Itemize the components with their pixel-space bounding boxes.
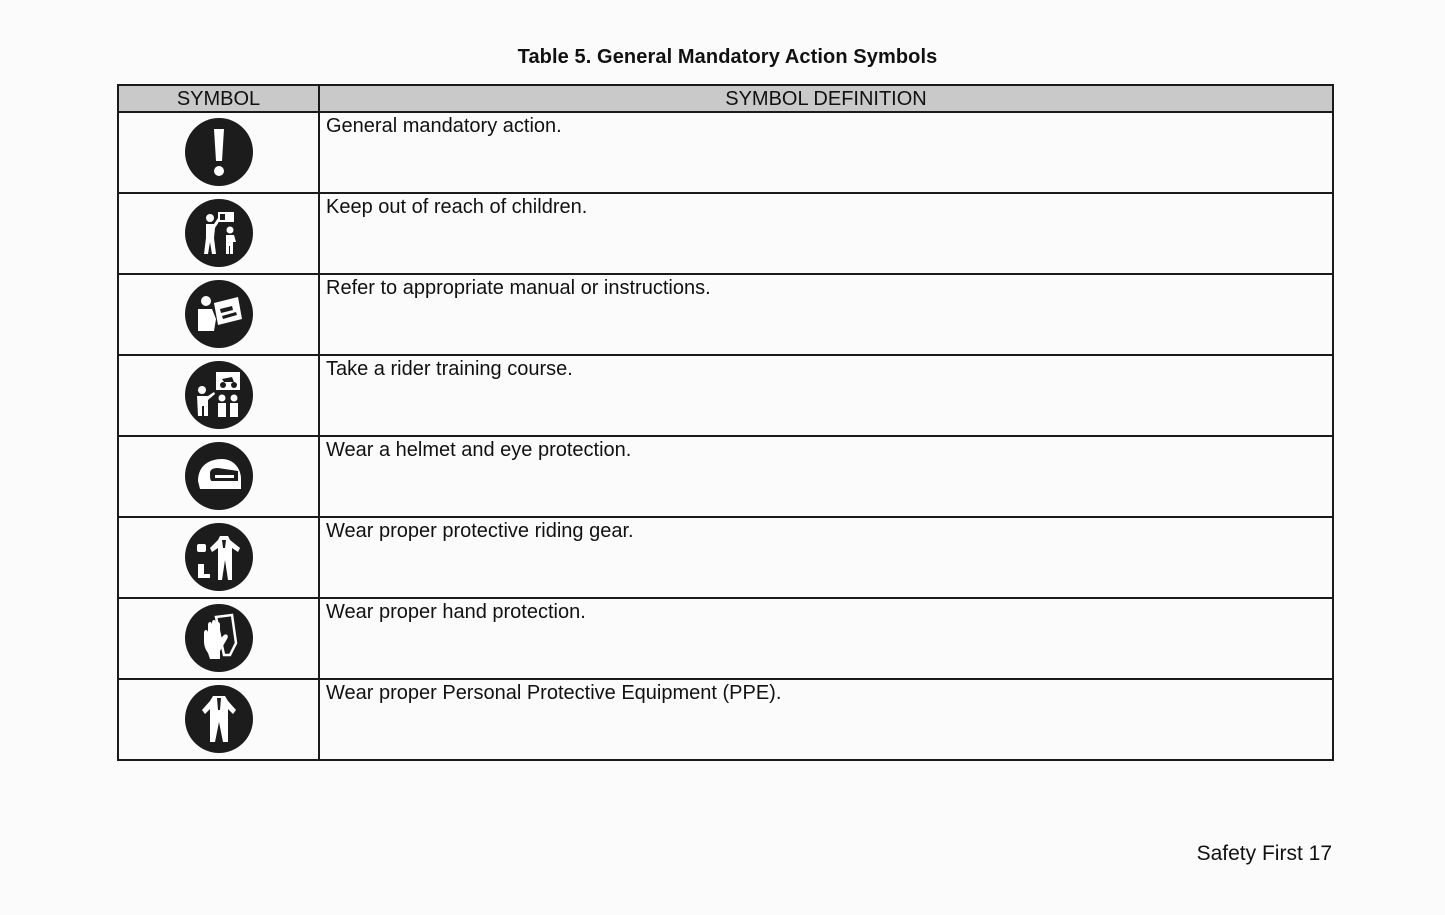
symbol-cell xyxy=(118,517,319,598)
table-row xyxy=(118,193,1333,274)
symbol-cell xyxy=(118,274,319,355)
symbol-cell xyxy=(118,193,319,274)
helmet-icon xyxy=(184,441,254,511)
table-row xyxy=(118,355,1333,436)
definition-cell: Refer to appropriate manual or instructions. xyxy=(319,274,1333,355)
read-manual-icon xyxy=(184,279,254,349)
mandatory-symbols-table xyxy=(117,84,1334,761)
symbol-cell xyxy=(118,355,319,436)
riding-gear-icon xyxy=(184,522,254,592)
rider-training-icon xyxy=(184,360,254,430)
page-title: Table 5. General Mandatory Action Symbols xyxy=(517,46,938,68)
table-header-row xyxy=(118,85,1333,112)
gloves-icon xyxy=(184,603,254,673)
table-row xyxy=(118,517,1333,598)
definition-cell: Wear proper protective riding gear. xyxy=(319,517,1333,598)
definition-cell: Wear proper Personal Protective Equipment (PPE). xyxy=(319,679,1333,760)
definition-cell: Keep out of reach of children. xyxy=(319,193,1333,274)
symbol-cell xyxy=(118,598,319,679)
table-row xyxy=(118,274,1333,355)
table-row xyxy=(118,436,1333,517)
symbol-cell xyxy=(118,112,319,193)
table-row xyxy=(118,112,1333,193)
exclamation-icon xyxy=(184,117,254,187)
definition-cell: General mandatory action. xyxy=(319,112,1333,193)
definition-column-header: SYMBOL DEFINITION xyxy=(319,85,1333,112)
definition-cell: Wear a helmet and eye protection. xyxy=(319,436,1333,517)
coverall-ppe-icon xyxy=(184,684,254,754)
table-row xyxy=(118,679,1333,760)
definition-cell: Take a rider training course. xyxy=(319,355,1333,436)
page-footer: Safety First 17 xyxy=(1196,842,1332,865)
symbol-cell xyxy=(118,436,319,517)
definition-cell: Wear proper hand protection. xyxy=(319,598,1333,679)
table-row xyxy=(118,598,1333,679)
symbol-column-header: SYMBOL xyxy=(118,85,319,112)
keep-away-from-children-icon xyxy=(184,198,254,268)
symbol-cell xyxy=(118,679,319,760)
